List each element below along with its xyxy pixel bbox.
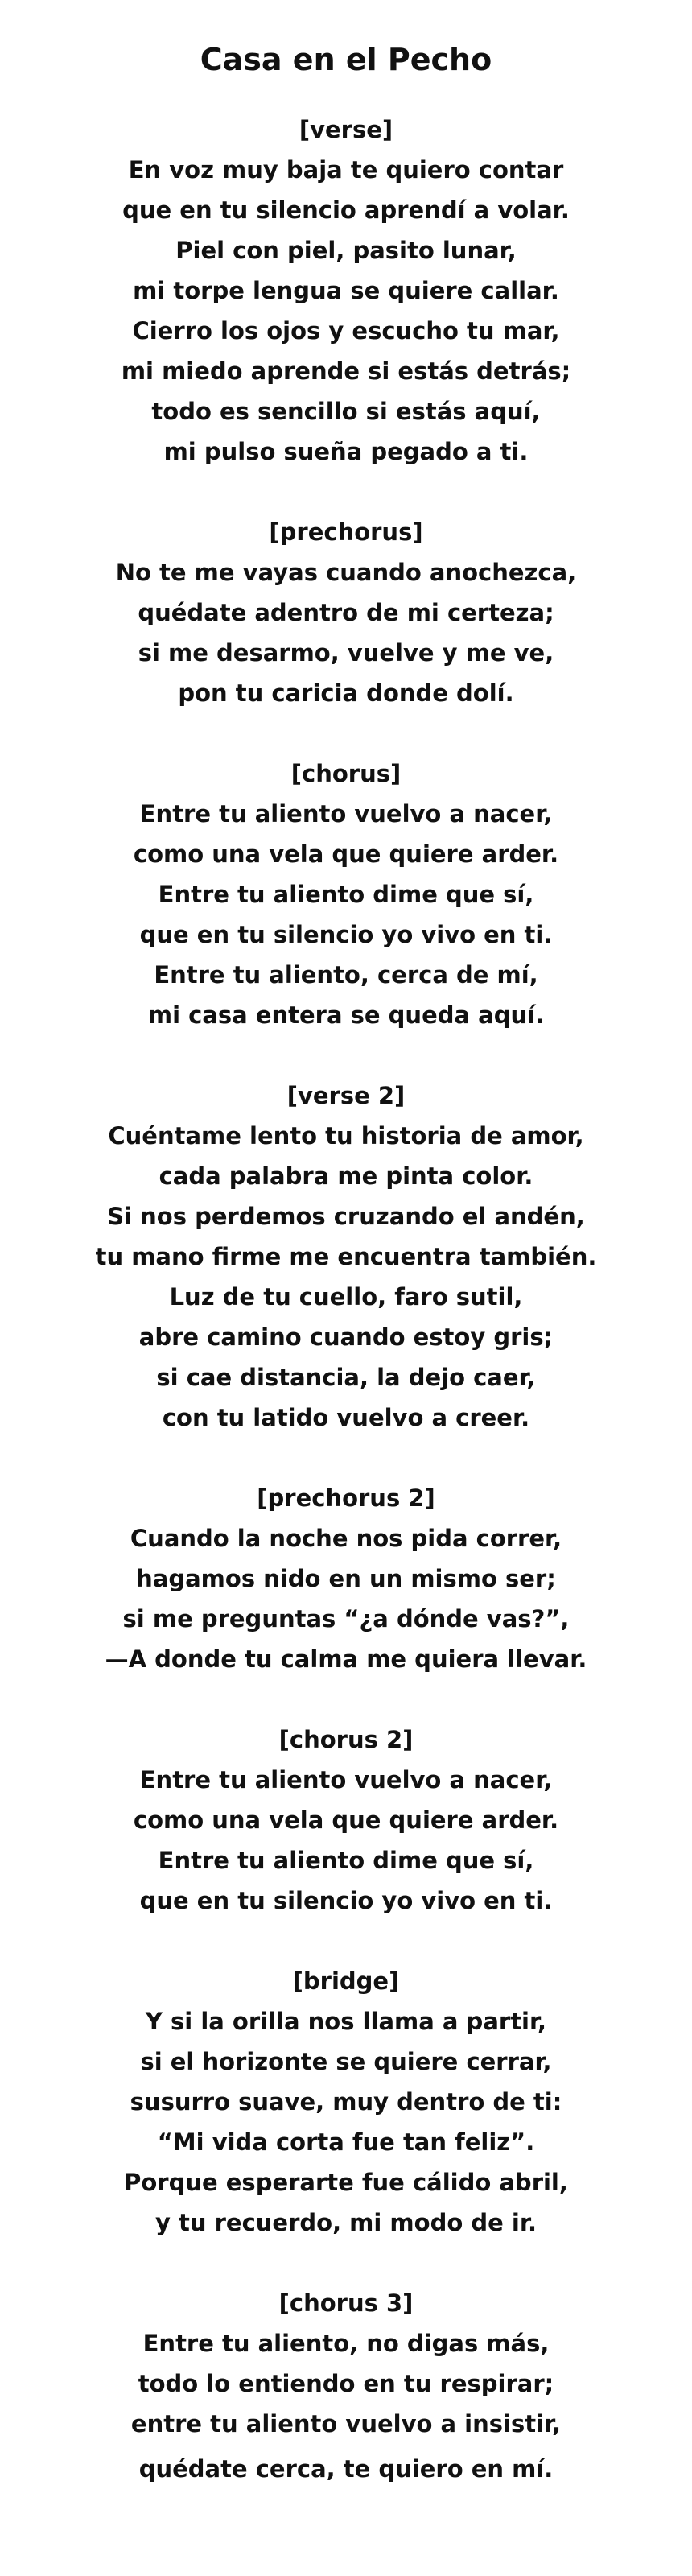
lyrics-section [0, 753, 692, 1035]
lyric-line: con tu latido vuelvo a creer. [162, 1404, 530, 1431]
section-label: [prechorus] [269, 518, 423, 546]
lyric-line: Entre tu aliento, cerca de mí, [154, 961, 538, 989]
lyric-line: Cuéntame lento tu historia de amor, [108, 1122, 584, 1150]
lyric-line: Porque esperarte fue cálido abril, [124, 2169, 568, 2196]
lyric-line: Piel con piel, pasito lunar, [175, 237, 517, 264]
lyrics-section [0, 1478, 692, 1679]
lyric-line: susurro suave, muy dentro de ti: [130, 2088, 562, 2116]
lyric-line: Entre tu aliento vuelvo a nacer, [139, 1766, 553, 1794]
lyric-line: hagamos nido en un mismo ser; [136, 1565, 556, 1592]
lyric-line: Cuando la noche nos pida correr, [130, 1525, 562, 1552]
lyric-line: En voz muy baja te quiero contar [128, 156, 564, 184]
lyric-line: abre camino cuando estoy gris; [138, 1323, 554, 1351]
section-label: [chorus 3] [278, 2289, 414, 2317]
lyrics-section [0, 2283, 692, 2489]
lyric-line: “Mi vida corta fue tan feliz”. [157, 2128, 535, 2156]
lyric-line: mi casa entera se queda aquí. [147, 1001, 545, 1029]
lyric-line: Entre tu aliento dime que sí, [158, 881, 534, 908]
lyric-line: cada palabra me pinta color. [159, 1162, 533, 1190]
lyric-line: quédate adentro de mi certeza; [138, 599, 554, 626]
lyrics-section [0, 1075, 692, 1438]
lyric-line: si me preguntas “¿a dónde vas?”, [122, 1605, 570, 1633]
section-label: [prechorus 2] [257, 1484, 435, 1512]
lyric-line: como una vela que quiere arder. [133, 1806, 559, 1834]
lyrics-section [0, 1961, 692, 2243]
lyric-line: que en tu silencio aprendí a volar. [122, 196, 570, 224]
lyric-line: Cierro los ojos y escucho tu mar, [132, 317, 560, 345]
lyric-line: tu mano firme me encuentra también. [95, 1243, 597, 1270]
lyrics-section [0, 1719, 692, 1921]
section-label: [chorus 2] [278, 1726, 414, 1753]
lyric-line: todo es sencillo si estás aquí, [151, 398, 541, 425]
song-title: Casa en el Pecho [200, 42, 492, 77]
section-label: [bridge] [292, 1967, 400, 1995]
lyric-line: pon tu caricia donde dolí. [178, 679, 514, 707]
section-label: [chorus] [290, 760, 402, 787]
lyric-line: —A donde tu calma me quiera llevar. [105, 1645, 587, 1673]
lyric-line: Entre tu aliento dime que sí, [158, 1847, 534, 1874]
lyric-line: si cae distancia, la dejo caer, [156, 1364, 536, 1391]
lyric-line: Luz de tu cuello, faro sutil, [169, 1283, 523, 1311]
lyric-line: No te me vayas cuando anochezca, [115, 559, 577, 586]
lyric-line: todo lo entiendo en tu respirar; [138, 2370, 554, 2397]
lyric-line: Entre tu aliento, no digas más, [142, 2330, 550, 2357]
lyric-line: mi miedo aprende si estás detrás; [121, 357, 571, 385]
lyric-line: entre tu aliento vuelvo a insistir, [130, 2410, 562, 2438]
lyric-line: Si nos perdemos cruzando el andén, [107, 1203, 585, 1230]
section-label: [verse] [299, 116, 393, 143]
lyric-line: quédate cerca, te quiero en mí. [138, 2455, 554, 2483]
lyrics-body [0, 109, 692, 2489]
section-label: [verse 2] [286, 1082, 406, 1109]
lyric-line: y tu recuerdo, mi modo de ir. [155, 2209, 537, 2236]
lyric-line: como una vela que quiere arder. [133, 840, 559, 868]
lyrics-section [0, 109, 692, 472]
lyric-line: mi pulso sueña pegado a ti. [163, 438, 529, 465]
lyric-line: Y si la orilla nos llama a partir, [145, 2008, 547, 2035]
lyric-line: si el horizonte se quiere cerrar, [140, 2048, 552, 2075]
lyrics-section [0, 512, 692, 713]
lyric-line: que en tu silencio yo vivo en ti. [139, 1887, 553, 1914]
lyric-line: Entre tu aliento vuelvo a nacer, [139, 800, 553, 828]
lyric-line: mi torpe lengua se quiere callar. [133, 277, 559, 304]
lyric-line: que en tu silencio yo vivo en ti. [139, 921, 553, 948]
lyric-line: si me desarmo, vuelve y me ve, [138, 639, 554, 667]
